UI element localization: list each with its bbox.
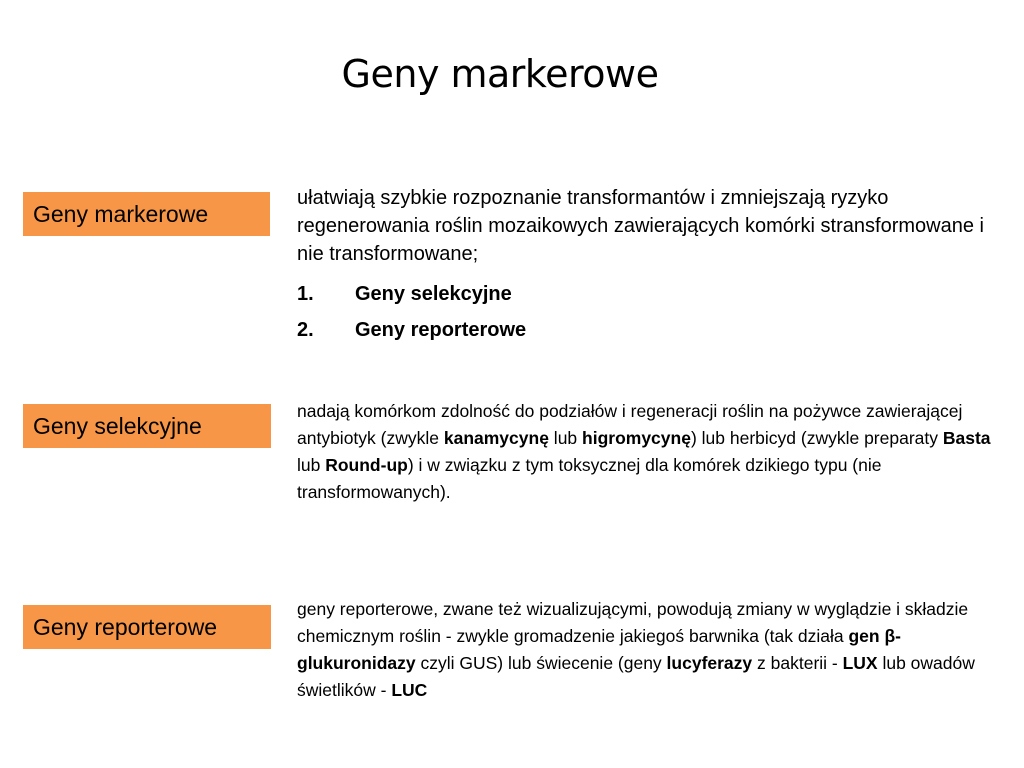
list-item-text: Geny selekcyjne (355, 283, 512, 305)
list-item-number: 1. (297, 283, 314, 305)
text-segment: nadają komórkom zdolność do podziałów i regeneracji roślin na pożywce zawierającej antybiotyk (zwykle (297, 401, 963, 448)
gene-type-list (297, 276, 997, 348)
slide-title: Geny markerowe (341, 52, 659, 96)
bold-term-kanamycyne: kanamycynę (443, 428, 549, 448)
bold-term-round-up: Round-up (325, 455, 408, 475)
text-segment: ) i w związku z tym toksycznej dla komórek dzikiego typu (nie transformowanych). (297, 455, 882, 502)
bold-term-higromycyne: higromycynę (582, 428, 691, 448)
label-geny-selekcyjne: Geny selekcyjne (23, 404, 271, 448)
markerowe-description: ułatwiają szybkie rozpoznanie transformantów i zmniejszają ryzyko regenerowania roślin mozaikowych zawierających komórki stransformowane i nie transformowane; (297, 187, 984, 265)
list-item (297, 312, 997, 348)
list-item-number: 2. (297, 319, 314, 341)
bold-term-gen-glukuronidazy: gen β-glukuronidazy (297, 626, 901, 673)
bold-term-basta: Basta (942, 428, 991, 448)
text-segment: lub owadów świetlików - (297, 653, 975, 700)
bold-term-lux: LUX (842, 653, 878, 673)
text-segment: ) lub herbicyd (zwykle preparaty (690, 428, 943, 448)
text-segment: geny reporterowe, zwane też wizualizującymi, powodują zmiany w wyglądzie i składzie chemicznym roślin - zwykle gromadzenie jakiegoś barwnika (tak działa (297, 599, 969, 646)
list-item (297, 276, 997, 312)
text-segment: czyli GUS) lub świecenie (geny (415, 653, 667, 673)
reporterowe-description (297, 596, 1012, 704)
selekcyjne-description (297, 398, 1012, 506)
list-item-text: Geny reporterowe (355, 319, 527, 341)
label-geny-markerowe: Geny markerowe (23, 192, 270, 236)
text-segment: lub (297, 455, 326, 475)
label-geny-reporterowe: Geny reporterowe (23, 605, 271, 649)
text-segment: z bakterii - (752, 653, 843, 673)
text-segment: lub (548, 428, 583, 448)
bold-term-luc: LUC (391, 680, 428, 700)
bold-term-lucyferazy: lucyferazy (666, 653, 753, 673)
markerowe-description-block (297, 184, 997, 348)
